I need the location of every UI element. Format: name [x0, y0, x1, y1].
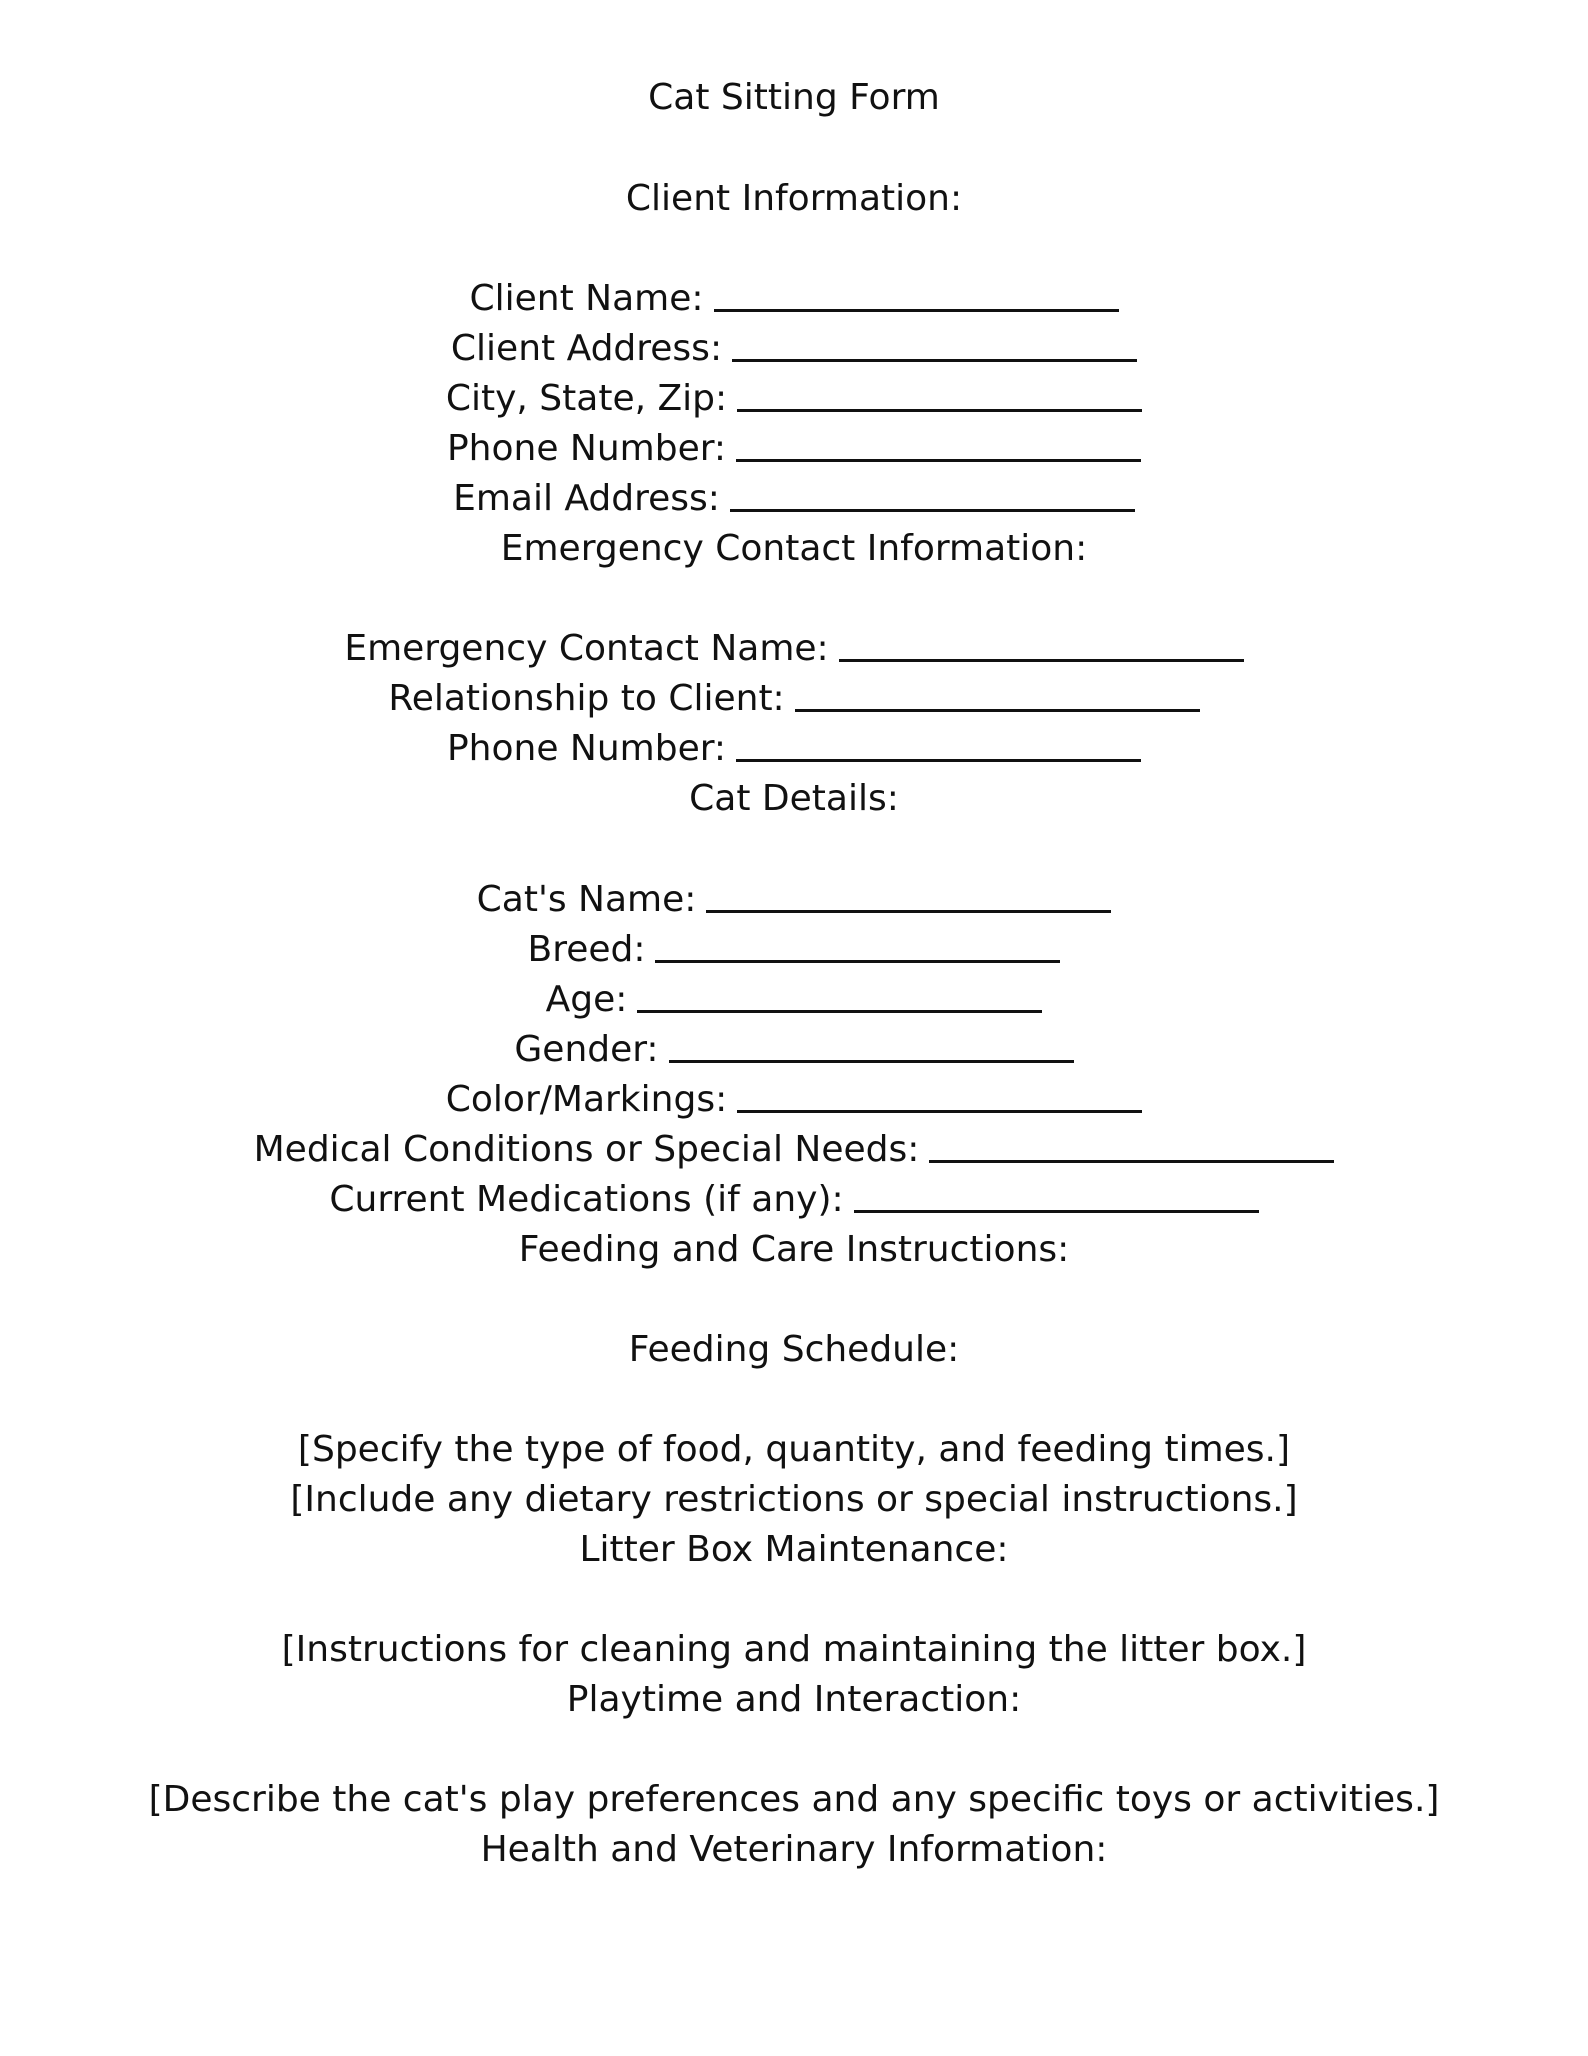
- feeding-schedule-heading: Feeding Schedule:: [628, 1329, 960, 1370]
- medical-conditions-row: [0, 1125, 1588, 1175]
- emergency-contact-heading: Emergency Contact Information:: [500, 528, 1088, 569]
- playtime-heading: Playtime and Interaction:: [566, 1679, 1022, 1720]
- feeding-care-heading: Feeding and Care Instructions:: [518, 1229, 1070, 1270]
- emergency-name-field[interactable]: [839, 629, 1244, 662]
- form-title: Cat Sitting Form: [648, 77, 940, 118]
- client-email-row: [0, 474, 1588, 524]
- litter-note: [Instructions for cleaning and maintaining the litter box.]: [281, 1629, 1307, 1670]
- play-note: [Describe the cat's play preferences and any specific toys or activities.]: [148, 1779, 1440, 1820]
- cat-name-field[interactable]: [706, 880, 1111, 913]
- medications-row: [0, 1175, 1588, 1225]
- city-state-zip-field[interactable]: [737, 379, 1142, 412]
- relationship-row: [0, 674, 1588, 724]
- field-label: Phone Number:: [446, 728, 727, 769]
- emergency-name-row: [0, 624, 1588, 674]
- field-label: Client Address:: [450, 328, 723, 369]
- field-label: Phone Number:: [446, 428, 727, 469]
- gender-field[interactable]: [669, 1030, 1074, 1063]
- field-label: Color/Markings:: [445, 1079, 728, 1120]
- emergency-phone-field[interactable]: [736, 729, 1141, 762]
- city-state-zip-row: [0, 374, 1588, 424]
- field-label: Client Name:: [469, 278, 704, 319]
- age-field[interactable]: [637, 980, 1042, 1013]
- gender-row: [0, 1025, 1588, 1075]
- field-label: Gender:: [514, 1029, 659, 1070]
- color-markings-row: [0, 1075, 1588, 1125]
- client-info-heading: Client Information:: [625, 178, 963, 219]
- breed-row: [0, 925, 1588, 975]
- cat-name-row: [0, 875, 1588, 925]
- client-email-field[interactable]: [730, 479, 1135, 512]
- cat-details-heading: Cat Details:: [689, 778, 899, 819]
- client-address-row: [0, 324, 1588, 374]
- age-row: [0, 975, 1588, 1025]
- client-phone-field[interactable]: [736, 429, 1141, 462]
- field-label: Medical Conditions or Special Needs:: [253, 1129, 920, 1170]
- client-name-field[interactable]: [714, 279, 1119, 312]
- field-label: Cat's Name:: [476, 879, 697, 920]
- client-name-row: [0, 274, 1588, 324]
- health-vet-heading: Health and Veterinary Information:: [480, 1829, 1108, 1870]
- client-address-field[interactable]: [732, 329, 1137, 362]
- field-label: City, State, Zip:: [445, 378, 728, 419]
- feeding-note: [Include any dietary restrictions or special instructions.]: [290, 1479, 1298, 1520]
- feeding-note: [Specify the type of food, quantity, and feeding times.]: [297, 1429, 1291, 1470]
- field-label: Relationship to Client:: [388, 678, 785, 719]
- field-label: Emergency Contact Name:: [344, 628, 829, 669]
- medications-field[interactable]: [854, 1180, 1259, 1213]
- field-label: Age:: [545, 979, 628, 1020]
- field-label: Email Address:: [453, 478, 720, 519]
- color-markings-field[interactable]: [737, 1080, 1142, 1113]
- medical-conditions-field[interactable]: [929, 1130, 1334, 1163]
- client-phone-row: [0, 424, 1588, 474]
- breed-field[interactable]: [655, 930, 1060, 963]
- field-label: Breed:: [527, 929, 646, 970]
- emergency-phone-row: [0, 724, 1588, 774]
- relationship-field[interactable]: [795, 679, 1200, 712]
- field-label: Current Medications (if any):: [329, 1179, 844, 1220]
- litter-box-heading: Litter Box Maintenance:: [579, 1529, 1009, 1570]
